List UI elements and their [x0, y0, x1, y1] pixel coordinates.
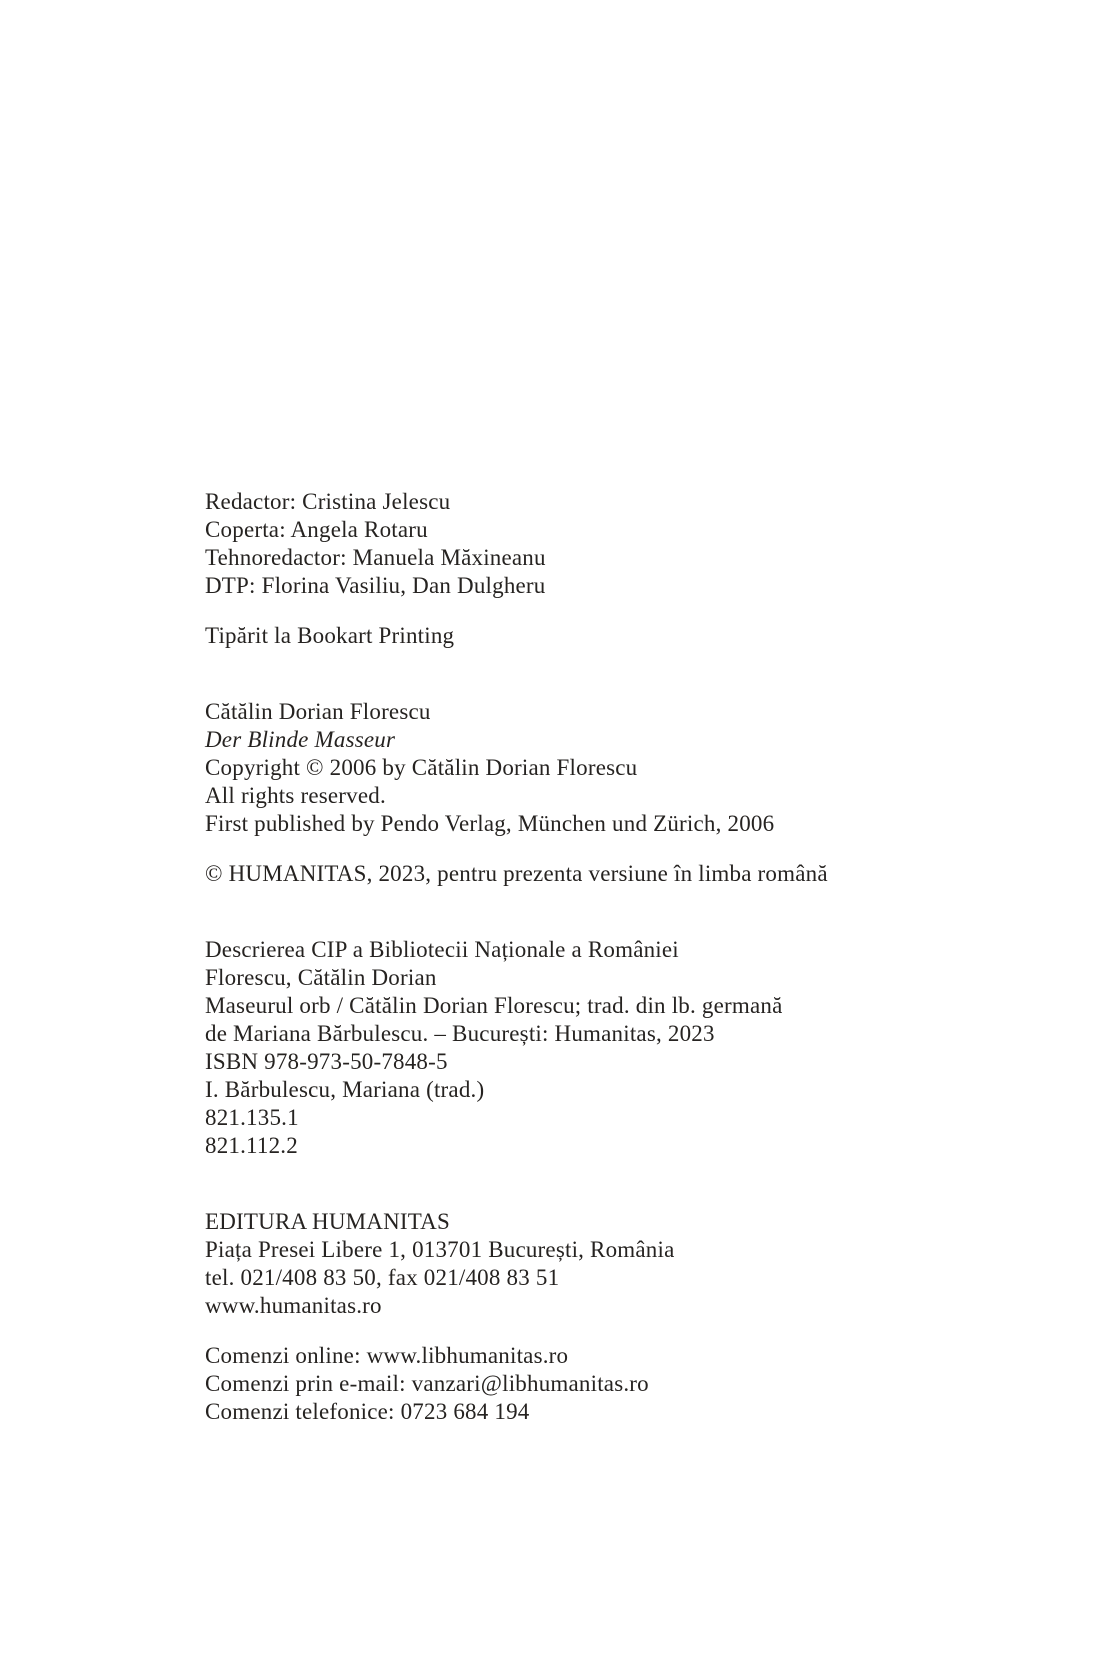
orders-email-line: Comenzi prin e-mail: vanzari@libhumanitas.ro	[205, 1371, 649, 1396]
printer-block	[205, 622, 1045, 650]
credit-line-coperta: Coperta: Angela Rotaru	[205, 517, 428, 542]
original-edition-block	[205, 698, 1045, 838]
first-published-line: First published by Pendo Verlag, München und Zürich, 2006	[205, 811, 775, 836]
credit-line-redactor: Redactor: Cristina Jelescu	[205, 489, 451, 514]
cip-title-line-1: Maseurul orb / Cătălin Dorian Florescu; trad. din lb. germană	[205, 993, 783, 1018]
cip-heading: Descrierea CIP a Bibliotecii Naționale a României	[205, 937, 679, 962]
cip-author: Florescu, Cătălin Dorian	[205, 965, 437, 990]
romanian-copyright-block	[205, 860, 1045, 888]
author-name: Cătălin Dorian Florescu	[205, 699, 431, 724]
publisher-website: www.humanitas.ro	[205, 1293, 382, 1318]
credit-line-tehnoredactor: Tehnoredactor: Manuela Măxineanu	[205, 545, 546, 570]
cip-translator: I. Bărbulescu, Mariana (trad.)	[205, 1077, 485, 1102]
cip-block	[205, 936, 1045, 1160]
orders-online-line: Comenzi online: www.libhumanitas.ro	[205, 1343, 569, 1368]
cip-isbn: ISBN 978-973-50-7848-5	[205, 1049, 448, 1074]
orders-phone-line: Comenzi telefonice: 0723 684 194	[205, 1399, 530, 1424]
rights-line: All rights reserved.	[205, 783, 386, 808]
original-title: Der Blinde Masseur	[205, 727, 396, 752]
romanian-copyright-line: © HUMANITAS, 2023, pentru prezenta versiune în limba română	[205, 861, 828, 886]
copyright-line: Copyright © 2006 by Cătălin Dorian Florescu	[205, 755, 638, 780]
publisher-phones: tel. 021/408 83 50, fax 021/408 83 51	[205, 1265, 560, 1290]
credit-line-dtp: DTP: Florina Vasiliu, Dan Dulgheru	[205, 573, 546, 598]
publisher-block	[205, 1208, 1045, 1320]
credits-block	[205, 488, 1045, 600]
publisher-name: EDITURA HUMANITAS	[205, 1209, 450, 1234]
cip-udc-1: 821.135.1	[205, 1105, 299, 1130]
printer-line: Tipărit la Bookart Printing	[205, 623, 455, 648]
orders-block	[205, 1342, 1045, 1426]
publisher-address: Piața Presei Libere 1, 013701 București, România	[205, 1237, 675, 1262]
cip-udc-2: 821.112.2	[205, 1133, 298, 1158]
cip-title-line-2: de Mariana Bărbulescu. – București: Humanitas, 2023	[205, 1021, 715, 1046]
colophon	[205, 488, 1045, 1426]
